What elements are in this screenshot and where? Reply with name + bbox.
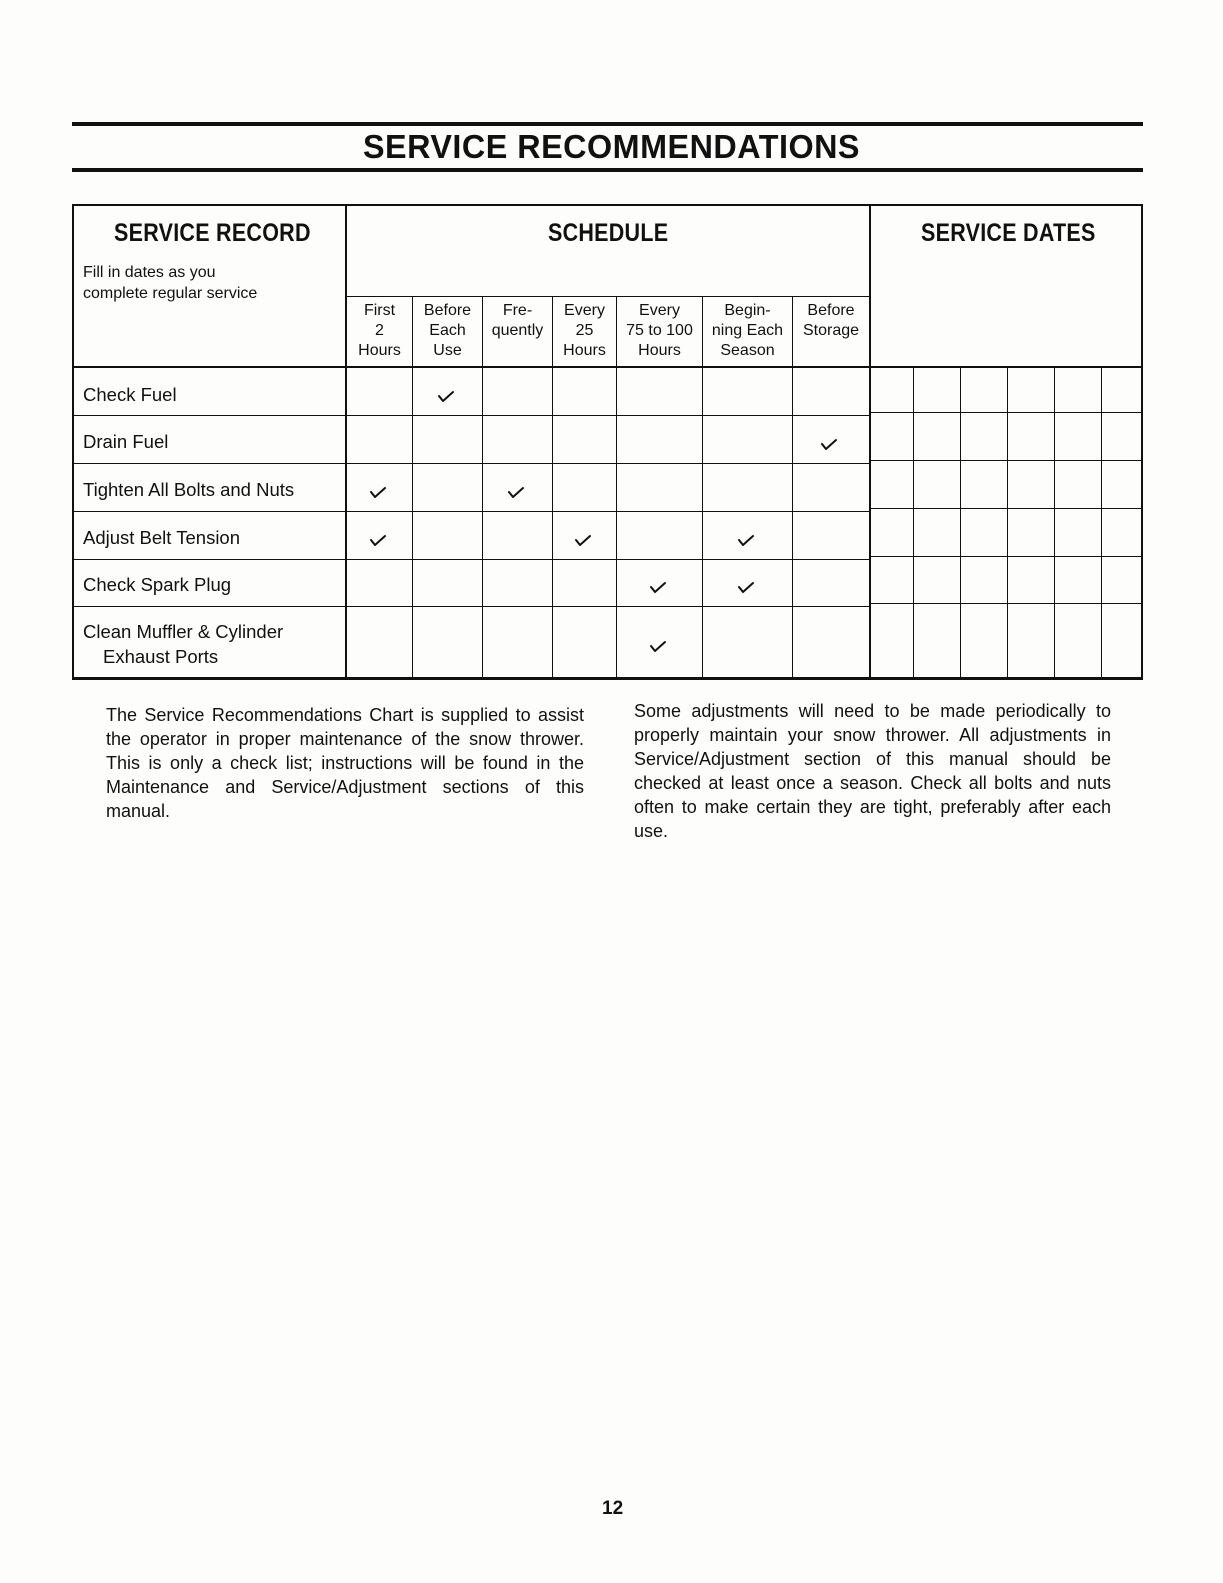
check-mark-icon [738,534,754,546]
check-mark-icon [650,640,666,652]
row-separator [72,463,871,464]
schedule-col-divider [792,296,793,680]
row-separator [869,556,1143,557]
task-clean-muffler: Clean Muffler & Cylinder [83,621,284,642]
row-separator [869,508,1143,509]
schedule-heading: SCHEDULE [548,219,669,247]
schedule-col-header-every-25-hours: Every 25 Hours [563,302,606,359]
row-separator [869,460,1143,461]
row-separator [72,511,871,512]
schedule-col-header-frequently: Fre- quently [491,302,544,339]
divider-record-schedule [345,204,347,680]
divider-schedule-dates [869,204,871,680]
table-border-bottom [72,677,1143,680]
schedule-col-header-first-2-hours: First 2 Hours [358,302,401,359]
task-tighten-bolts: Tighten All Bolts and Nuts [83,479,295,500]
dates-col-divider [1054,366,1055,680]
check-mark-icon [575,534,591,546]
schedule-col-divider [482,296,483,680]
check-mark-icon [370,486,386,498]
schedule-col-header-before-each-use: Before Each Use [423,302,472,359]
task-adjust-belt: Adjust Belt Tension [83,527,241,548]
task-clean-muffler-line2: Exhaust Ports [103,646,219,667]
paragraph-right: Some adjustments will need to be made periodically to properly maintain your snow thrower. All adjustments in Service/Adjustment section of this manual should be checked at least once a season. Check all bolts and nuts often to make certain they are tight, preferably after each use. [634,701,1111,841]
task-check-spark-plug: Check Spark Plug [83,574,232,595]
dates-col-divider [1007,366,1008,680]
table-border-top [72,204,1143,206]
service-dates-heading: SERVICE DATES [921,219,1096,247]
table-border-right [1141,204,1143,680]
schedule-col-header-before-storage: Before Storage [802,302,860,339]
header-bottom-line [72,366,1143,368]
check-mark-icon [738,581,754,593]
page-number: 12 [602,1498,624,1519]
service-record-subtitle-line1: Fill in dates as you [83,264,216,281]
check-mark-icon [508,486,524,498]
schedule-col-header-every-75-to-100-hours: Every 75 to 100 Hours [626,302,693,359]
paragraph-left: The Service Recommendations Chart is supplied to assist the operator in proper maintenance of the snow thrower. This is only a check list; instructions will be found in the Maintenance and Service/Adjustment sections of this manual. [106,705,584,821]
task-check-fuel: Check Fuel [83,384,177,405]
row-separator [72,559,871,560]
schedule-col-header-beginning-each-season: Begin- ning Each Season [711,302,784,359]
service-record-subtitle-line2: complete regular service [83,285,258,302]
service-table [0,0,1223,700]
row-separator [72,415,871,416]
row-separator [72,606,871,607]
table-border-left [72,204,74,680]
check-mark-icon [821,438,837,450]
row-separator [869,412,1143,413]
row-separator [869,603,1143,604]
dates-col-divider [913,366,914,680]
task-drain-fuel: Drain Fuel [83,431,169,452]
check-mark-icon [438,390,454,402]
page-title: SERVICE RECOMMENDATIONS [362,128,861,165]
service-record-heading: SERVICE RECORD [114,219,311,247]
check-mark-icon [650,581,666,593]
check-mark-icon [370,534,386,546]
dates-col-divider [1101,366,1102,680]
dates-col-divider [960,366,961,680]
